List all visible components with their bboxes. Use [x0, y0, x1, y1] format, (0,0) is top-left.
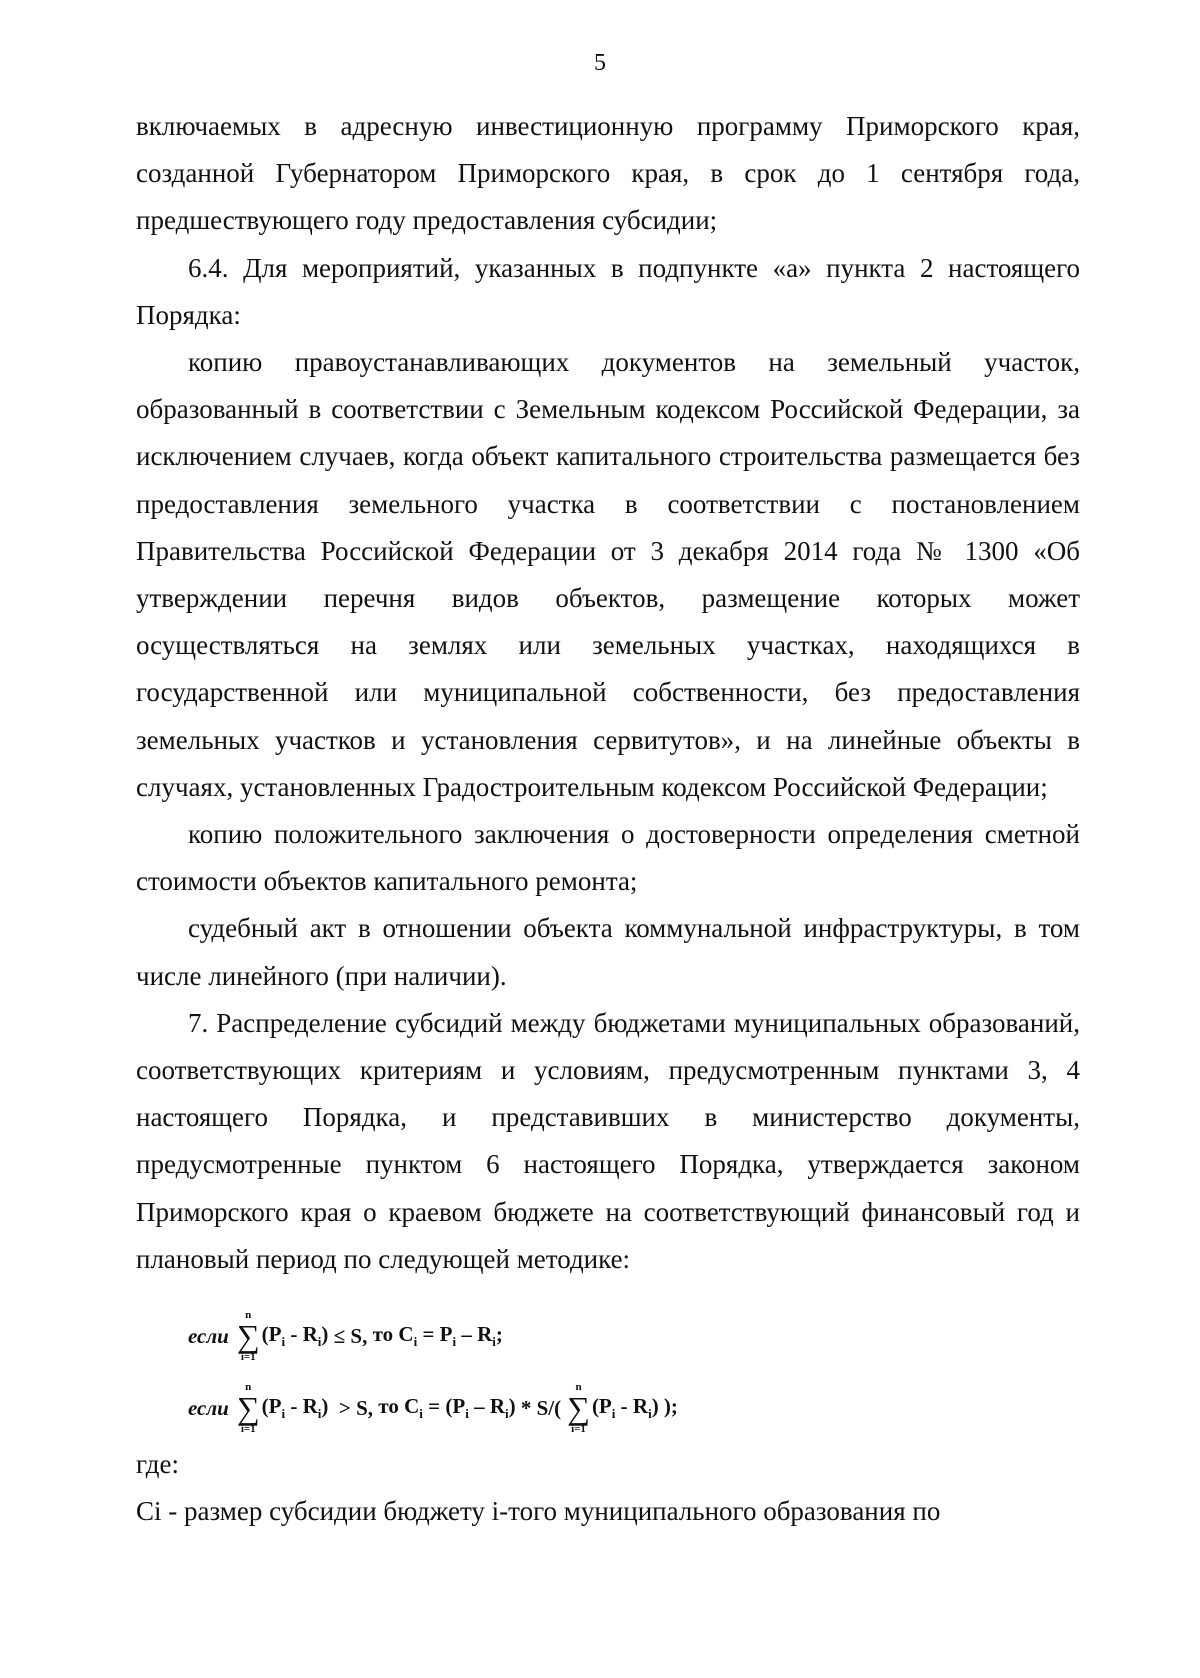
document-body	[136, 103, 1080, 1535]
formula-if-word: если	[188, 1323, 229, 1348]
paragraph-court-act: судебный акт в отношении объекта коммунальной инфраструктуры, в том числе линейного (при наличии).	[136, 913, 1080, 991]
paragraph-continuation: включаемых в адресную инвестиционную программу Приморского края, созданной Губернатором Приморского края, в срок до 1 сентября года, предшествующего году предоставления субсидии;	[136, 111, 1080, 236]
sigma-icon: ∑	[236, 1318, 260, 1355]
sum-symbol	[567, 1381, 590, 1435]
paragraph-7-distribution: 7. Распределение субсидий между бюджетами муниципальных образований, соответствующих критериям и условиям, предусмотренным пунктами 3, 4 настоящего Порядка, и представивших в министерство документы, предусмотренные пунктом 6 настоящего Порядка, утверждается законом Приморского края о краевом бюджете на соответствующий финансовый год и плановый период по следующей методике:	[136, 1007, 1080, 1274]
formula-line-2	[188, 1375, 1080, 1441]
sum-lower-limit: i=1	[240, 1423, 256, 1436]
sum-upper-limit: n	[245, 1309, 252, 1322]
paragraph-land-documents: копию правоустанавливающих документов на земельный участок, образованный в соответствии с Земельным кодексом Российской Федерации, за исключением случаев, когда объект капитального строительства размещается без предоставления земельного участка в соответствии с постановлением Правительства Российской Федерации от 3 декабря 2014 года № 1300 «Об утверждении перечня видов объектов, размещение которых может осуществляться на землях или земельных участках, находящихся в государственной или муниципальной собственности, без предоставления земельных участков и установления сервитутов», и на линейные объекты в случаях, установленных Градостроительным кодексом Российской Федерации;	[136, 347, 1080, 802]
formula-term: $(P_i - R_i)$ );	[591, 1394, 678, 1422]
formula-term: $(P_i - R_i)$	[261, 1394, 339, 1422]
formula-result: = $P_i - R_i$;	[422, 1322, 503, 1350]
page-number: 5	[594, 50, 606, 76]
paragraph-ci-definition: Ci - размер субсидии бюджету i-того муниципального образования по	[136, 1496, 941, 1527]
formula-condition: > S,	[338, 1395, 374, 1420]
formula-then: то $C_i$	[372, 1322, 418, 1350]
sum-upper-limit: n	[245, 1381, 252, 1394]
sum-lower-limit: i=1	[571, 1423, 586, 1436]
sum-lower-limit: i=1	[240, 1351, 256, 1364]
formula-tail: * S/(	[520, 1395, 562, 1420]
paragraph-estimate-conclusion: копию положительного заключения о достоверности определения сметной стоимости объектов капитального ремонта;	[136, 819, 1080, 897]
formula-if-word: если	[188, 1395, 229, 1420]
where-label: где:	[136, 1449, 179, 1480]
sum-upper-limit: n	[575, 1381, 582, 1394]
sigma-icon: ∑	[567, 1390, 590, 1427]
formula-condition: ≤ S,	[333, 1323, 368, 1348]
formula-result: = $(P_i - R_i)$	[428, 1394, 521, 1422]
sigma-icon: ∑	[236, 1390, 260, 1427]
sum-symbol	[237, 1381, 260, 1435]
formula-line-1	[188, 1303, 1080, 1369]
sum-symbol	[237, 1309, 260, 1363]
paragraph-6-4: 6.4. Для мероприятий, указанных в подпункте «а» пункта 2 настоящего Порядка:	[136, 252, 1080, 330]
formula-term: $(P_i - R_i)$	[261, 1322, 334, 1350]
formula-then: то $C_i$	[378, 1394, 423, 1422]
